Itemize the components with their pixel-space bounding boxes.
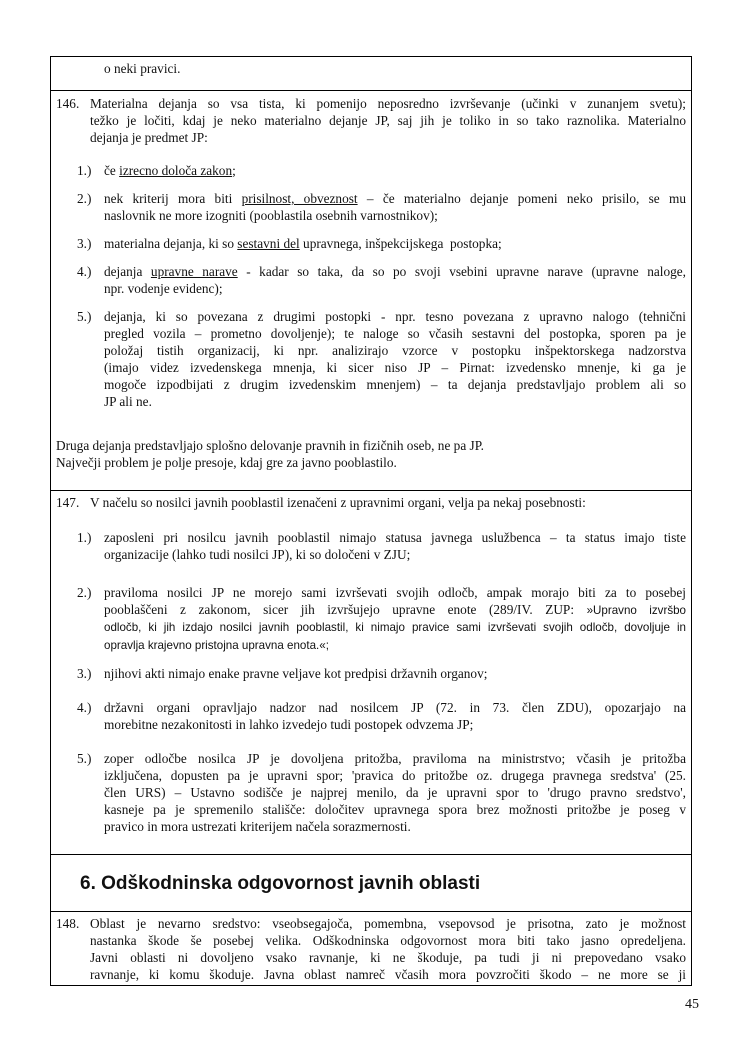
paragraph-147-intro: V načelu so nosilci javnih pooblastil izenačeni z upravnimi organi, velja pa nekaj posebnosti: [90,495,586,510]
list-item-number: 2.) [77,191,92,206]
paragraph-146-closing: Druga dejanja predstavljajo splošno delovanje pravnih in fizičnih oseb, ne pa JP. [56,438,484,453]
paragraph-147-number: 147. [56,495,80,510]
list-item-line: JP ali ne. [104,394,152,409]
list-item-text-pre: dejanja [104,264,151,279]
list-item-number: 3.) [77,666,92,681]
list-item-line: praviloma nosilci JP ne morejo sami izvrševati svojih odločb, ampak morajo biti za to posebej [104,585,686,600]
list-item-number: 4.) [77,700,92,715]
list-item-line: pregled vozila – prometno dovoljenje); te naloge so včasih sestavni del postopka, sporen pa je [104,326,686,341]
list-item-line [104,601,686,619]
list-item-number: 1.) [77,163,92,178]
list-item-line: (imajo videz izvedenskega mnenja, ki sicer niso JP – Pirnat: izvedensko mnenje, ki ga je [104,360,686,375]
list-item-line: položaj tistih organizacij, ki npr. analizirajo vzorce v postopku inšpektorskega nadzorstva [104,343,686,358]
paragraph-148-line: ravnanje, ki komu škoduje. Javna oblast namreč včasih mora povzročiti škodo – ne more se ji [90,967,686,982]
list-item-text [104,162,236,179]
paragraph-146-cell [50,91,692,491]
paragraph-146-closing: Največji problem je polje presoje, kdaj gre za javno pooblastilo. [56,455,397,470]
paragraph-146-number: 146. [56,96,80,111]
list-item-text-pre: nek kriterij mora biti [104,191,242,206]
list-item-line: mogoče izpodbijati z drugim izvedenskim mnenjem) – ta dejanja predstavljajo problem ali so [104,377,686,392]
section-heading: 6. Odškodninska odgovornost javnih oblasti [80,873,481,894]
list-item-line: člen URS) – Ustavno sodišče je najprej menilo, da je upravni spor to 'drugo pravno sredstvo', [104,785,686,800]
list-item-number: 5.) [77,309,92,324]
list-item-line: izključena, dopusten pa je upravni spor; 'pravica do pritožbe oz. drugega pravnega sredstva' (25. [104,768,686,783]
list-item-text-pre: materialna dejanja, ki so [104,236,238,251]
list-item-number: 1.) [77,530,92,545]
list-item-line: zaposleni pri nosilcu javnih pooblastil nimajo statusa javnega uslužbenca – ta status imajo tiste [104,530,686,545]
underlined-term: prisilnost, obveznost [241,191,358,206]
list-item-text [104,263,686,280]
paragraph-148-cell [50,912,692,986]
list-item-line: zoper odločbe nosilca JP je dovoljena pritožba, praviloma na ministrstvo; včasih je pritožba [104,751,686,766]
list-item-text-post: - kadar so taka, da so po svoji vsebini upravne narave (upravne naloge, [237,264,686,279]
list-item-text-cont: naslovnik ne more izogniti (pooblastila osebnih varnostnikov); [104,208,438,223]
continuation-text: o neki pravici. [104,61,181,76]
paragraph-146-intro-line: težko je ločiti, kdaj je neko materialno dejanje JP, saj jih je toliko in so tako raznolika. Materialno [90,113,686,128]
list-item-line: organizacije (lahko tudi nosilci JP), ki so določeni v ZJU; [104,547,411,562]
paragraph-146-intro-line: dejanja je predmet JP: [90,130,208,145]
underlined-term: izrecno določa zakon [119,163,233,178]
list-item-line: dejanja, ki so povezana z drugimi postopki - npr. tesno povezana z upravno nalogo (tehnični [104,309,686,324]
paragraph-148-number: 148. [56,916,80,931]
paragraph-146-intro-line: Materialna dejanja so vsa tista, ki pomenijo neposredno izvrševanje (učinki v zunanjem svetu); [90,96,686,111]
list-item-line-serif: pooblaščeni z zakonom, sicer jih izvršujejo upravne enote (289/IV. ZUP: [104,602,587,617]
list-item-line: pravico in mora ustrezati kriterijem načela sorazmernosti. [104,819,411,834]
list-item-number: 2.) [77,585,92,600]
continuation-cell [50,56,692,91]
document-page [50,56,692,986]
list-item-text [104,235,502,252]
list-item-text-post: ; [232,163,236,178]
list-item-number: 4.) [77,264,92,279]
paragraph-147-cell [50,491,692,855]
underlined-term: upravne narave [150,264,238,279]
page-number: 45 [685,997,699,1012]
paragraph-148-line: Javni oblasti ni dovoljeno vsako ravnanje, ki ne škoduje, pa tudi ji ni prepovedano vsako [90,950,686,965]
list-item-number: 3.) [77,236,92,251]
quote-line: odločb, ki jih izdajo nosilci javnih pooblastil, ki nimajo pravice sami izvrševati svojih odločb, dovoljuje in [104,621,686,634]
list-item-line: njihovi akti nimajo enake pravne veljave kot predpisi državnih organov; [104,666,488,681]
list-item-text-cont: npr. vodenje evidenc); [104,281,223,296]
list-item-text [104,190,686,207]
list-item-number: 5.) [77,751,92,766]
quote-sans: »Upravno izvršbo [586,604,687,617]
list-item-text-post: – če materialno dejanje pomeni neko prisilo, se mu [357,191,686,206]
section-heading-cell [50,855,692,912]
list-item-line: kasneje pa je spremenilo stališče: določitev upravnega spora brez možnosti pritožbe je poseg v [104,802,686,817]
list-item-line: državni organi opravljajo nadzor nad nosilcem JP (72. in 73. člen ZDU), opozarjajo na [104,700,686,715]
paragraph-148-line: Oblast je nevarno sredstvo: vseobsegajoča, pomembna, vsepovsod je prisotna, zato je možnost [90,916,686,931]
list-item-text-post: upravnega, inšpekcijskega postopka; [299,236,502,251]
list-item-line: morebitne nezakonitosti in lahko izvedejo tudi postopek odvzema JP; [104,717,474,732]
list-item-text-pre: če [104,163,120,178]
underlined-term: sestavni del [237,236,300,251]
paragraph-148-line: nastanka škode še posebej velika. Odškodninska odgovornost mora biti tako jasno opredeljena. [90,933,686,948]
quote-line: opravlja krajevno pristojna upravna enota.«; [104,639,329,652]
